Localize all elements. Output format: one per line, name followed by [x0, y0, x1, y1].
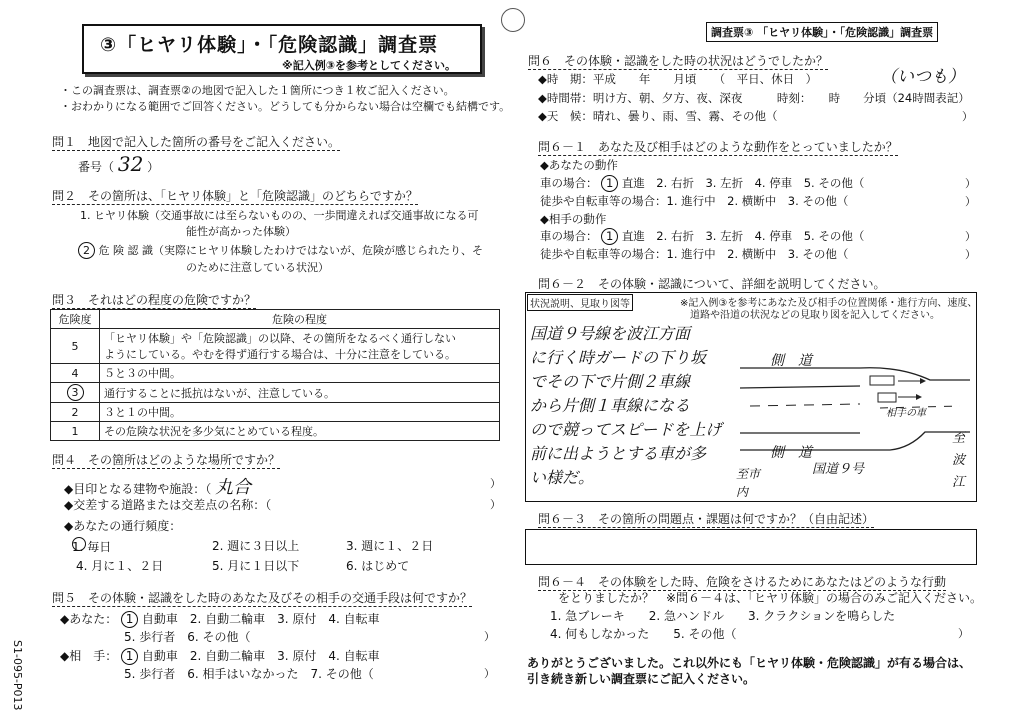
q4-freq-6[interactable]: 6. はじめて	[346, 559, 410, 573]
danger-text: ５と３の中間。	[100, 364, 500, 383]
selected-circle: 1	[601, 175, 618, 192]
intro-line-2: ・おわかりになる範囲でご回答ください。どうしても分からない場合は空欄でも結構です。	[60, 100, 511, 113]
car-opts[interactable]: 直進 2. 右折 3. 左折 4. 停車 5. その他（	[621, 176, 865, 190]
q6-weather-close: ）	[962, 110, 973, 123]
selected-circle: 1	[121, 648, 138, 665]
q5-opp-label: ◆相 手：	[60, 649, 118, 663]
q2-option-2-text: 危 険 認 識（実際にヒヤリ体験したわけではないが、危険が感じられたり、そ	[98, 244, 483, 257]
handwritten-description	[530, 322, 745, 490]
q2-option-2[interactable]	[78, 242, 483, 259]
sketch-label-bottom: 側 道	[770, 445, 812, 461]
table-row[interactable]	[51, 364, 500, 383]
car-label: 車の場合：	[540, 229, 598, 243]
sketch-note-2: 道路や沿道の状況などの見取り図を記入してください。	[690, 310, 940, 321]
q6-weather[interactable]: ◆天 候：晴れ、曇り、雨、雪、霧、その他（	[538, 109, 778, 123]
sketch-note-1: ※記入例③を参考にあなた及び相手の位置関係・進行方向、速度、	[680, 298, 978, 309]
q3-label: 問３ それはどの程度の危険ですか？	[52, 293, 257, 307]
hand-line: ので競ってスピードを上げ	[530, 420, 722, 439]
q6-3-label: 問６－３ その箇所の問題点・課題は何ですか？（自由記述）	[538, 512, 875, 526]
q6-period-note: （いつも）	[880, 67, 965, 87]
danger-text: 通行することに抵抗はないが、注意している。	[100, 383, 500, 403]
table-row[interactable]	[51, 329, 500, 364]
footer-line-2: 引き続き新しい調査票にご記入ください。	[527, 672, 756, 686]
danger-text-line: ようにしている。やむを得ず通行する場合は、十分に注意をしている。	[104, 348, 456, 361]
q4-freq-1[interactable]	[72, 537, 111, 555]
danger-col-degree: 危険の程度	[100, 310, 500, 329]
q5-opp	[60, 647, 380, 665]
danger-level: 5	[51, 329, 100, 364]
close-paren: ）	[965, 230, 976, 243]
q4-landmark-answer[interactable]: 丸合	[215, 477, 252, 498]
q6-4-close: ）	[958, 627, 969, 640]
hand-line: 国道９号線を波江方面	[530, 324, 691, 343]
hand-line: でその下で片側２車線	[530, 372, 691, 391]
q5-you-close: ）	[484, 630, 495, 643]
q2-option-2-cont: のために注意している状況）	[186, 261, 329, 274]
q1-answer[interactable]: 32	[117, 152, 144, 176]
q4-freq-2[interactable]: 2. 週に３日以上	[212, 539, 300, 553]
danger-col-level: 危険度	[51, 310, 100, 329]
intro-line-1: ・この調査票は、調査票②の地図で記入した１箇所につき１枚ご記入ください。	[60, 84, 455, 97]
q1-field-label: 番号（	[78, 160, 115, 174]
hand-line: から片側１車線になる	[530, 396, 691, 415]
q5-label: 問５ その体験・認識をした時のあなた及びその相手の交通手段は何ですか？	[52, 591, 473, 605]
q4-freq-5[interactable]: 5. 月に１日以下	[212, 559, 300, 573]
q6-1-you-car	[540, 175, 864, 192]
q1-close: ）	[147, 160, 160, 174]
sketch-label-opp: 相手の車	[886, 408, 926, 419]
side-code: S1-095-P013	[11, 640, 24, 711]
page-subtitle: ※記入例③を参考としてください。	[282, 59, 457, 72]
q6-1-you-head: ◆あなたの動作	[540, 158, 618, 172]
q5-you-label: ◆あなた：	[60, 612, 118, 626]
danger-level: 2	[51, 403, 100, 422]
danger-table	[50, 309, 500, 441]
page-title: ③「ヒヤリ体験」・「危険認識」調査票	[100, 34, 439, 56]
q6-timezone[interactable]: ◆時間帯：明け方、朝、夕方、夜、深夜 時刻： 時 分頃（24時間表記）	[538, 91, 970, 105]
footer-line-1: ありがとうございました。これ以外にも「ヒヤリ体験・危険認識」が有る場合は、	[527, 656, 972, 670]
danger-level: 4	[51, 364, 100, 383]
sketch-label-left: 至市内	[736, 467, 761, 499]
q5-you-opts-2[interactable]: 5. 歩行者 6. その他（	[124, 630, 251, 644]
q6-label: 問６ その体験・認識をした時の状況はどうでしたか？	[528, 54, 829, 68]
q5-opp-opts[interactable]: 自動車 2. 自動二輪車 3. 原付 4. 自転車	[141, 649, 380, 663]
q5-you	[60, 610, 380, 628]
close-paren: ）	[965, 177, 976, 190]
hand-line: に行く時ガードの下り坂	[530, 348, 707, 367]
q4-freq-label: ◆あなたの通行頻度：	[64, 519, 182, 533]
q1-field	[78, 152, 159, 176]
danger-level-selected	[51, 383, 100, 403]
sketch-label-top: 側 道	[770, 353, 812, 369]
q5-opp-opts-2[interactable]: 5. 歩行者 6. 相手はいなかった 7. その他（	[124, 667, 374, 681]
q6-4-opts-2[interactable]: 4. 何もしなかった 5. その他（	[550, 627, 737, 641]
close-paren: ）	[965, 195, 976, 208]
sketch-label-right: 至波江	[952, 431, 966, 490]
danger-text: その危険な状況を多少気にとめている程度。	[100, 422, 500, 441]
hand-line: 前に出ようとする車が多	[530, 444, 707, 463]
q6-3-answer-box[interactable]	[525, 529, 977, 565]
punch-hole	[501, 8, 525, 32]
danger-level: 1	[51, 422, 100, 441]
footer	[527, 655, 971, 687]
q6-period[interactable]: ◆時 期：平成 年 月頃 （ 平日、休日 ）	[538, 72, 818, 86]
q4-road[interactable]: ◆交差する道路または交差点の名称：（	[64, 498, 272, 512]
q2-option-1[interactable]: 1. ヒヤリ体験（交通事故には至らないものの、一歩間違えれば交通事故になる可	[80, 209, 479, 222]
car-opts[interactable]: 直進 2. 右折 3. 左折 4. 停車 5. その他（	[621, 229, 865, 243]
q4-label: 問４ その箇所はどのような場所ですか？	[52, 453, 281, 467]
close-paren: ）	[965, 248, 976, 261]
q1-label: 問１ 地図で記入した箇所の番号をご記入ください。	[52, 135, 341, 149]
car-label: 車の場合：	[540, 176, 598, 190]
q2-label: 問２ その箇所は、「ヒヤリ体験」と「危険認識」のどちらですか？	[52, 189, 418, 203]
header-right-label: 調査票③ 「ヒヤリ体験」・「危険認識」調査票	[706, 22, 938, 42]
danger-text-line: 「ヒヤリ体験」や「危険認識」の以降、その箇所をなるべく通行しない	[104, 332, 456, 345]
q2-selected-circle: 2	[78, 242, 95, 259]
q4-freq-4[interactable]: 4. 月に１、２日	[76, 559, 164, 573]
selected-circle: 1	[121, 611, 138, 628]
q6-2-label: 問６－２ その体験・認識について、詳細を説明してください。	[538, 277, 886, 291]
hand-line: い様だ。	[530, 468, 595, 487]
q5-opp-close: ）	[484, 667, 495, 680]
q4-freq-3[interactable]: 3. 週に１、２日	[346, 539, 434, 553]
table-row[interactable]	[51, 403, 500, 422]
selected-circle: 1	[601, 228, 618, 245]
q6-1-you-walk[interactable]: 徒歩や自転車等の場合：1. 進行中 2. 横断中 3. その他（	[540, 194, 849, 208]
table-row[interactable]	[51, 422, 500, 441]
q6-1-opp-car	[540, 228, 864, 245]
q6-1-opp-walk[interactable]: 徒歩や自転車等の場合：1. 進行中 2. 横断中 3. その他（	[540, 247, 849, 261]
q4-freq-1-text: 1. 毎日	[72, 540, 112, 554]
q6-1-label: 問６－１ あなた及び相手はどのような動作をとっていましたか？	[538, 140, 898, 154]
q6-4-label-2: をとりましたか？ ※問６－４は、「ヒヤリ体験」の場合のみご記入ください。	[558, 591, 983, 605]
selected-circle: 3	[67, 384, 84, 401]
q6-4-label: 問６－４ その体験をした時、危険をさけるためにあなたはどのような行動	[538, 575, 947, 589]
q6-4-opts-1[interactable]: 1. 急ブレーキ 2. 急ハンドル 3. クラクションを鳴らした	[550, 609, 896, 623]
danger-text	[100, 329, 500, 364]
sketch-label-road: 国道９号	[812, 462, 865, 477]
table-row[interactable]	[51, 383, 500, 403]
sketch-box-label: 状況説明、見取り図等	[527, 294, 633, 311]
q4-road-close: ）	[490, 498, 501, 511]
q2-option-1-cont: 能性が高かった体験）	[186, 225, 296, 238]
q6-1-opp-head: ◆相手の動作	[540, 212, 607, 226]
danger-text: ３と１の中間。	[100, 403, 500, 422]
q4-landmark-label: ◆目印となる建物や施設：（	[64, 482, 212, 496]
q5-you-opts[interactable]: 自動車 2. 自動二輪車 3. 原付 4. 自転車	[141, 612, 380, 626]
q4-landmark-close: ）	[490, 477, 501, 490]
